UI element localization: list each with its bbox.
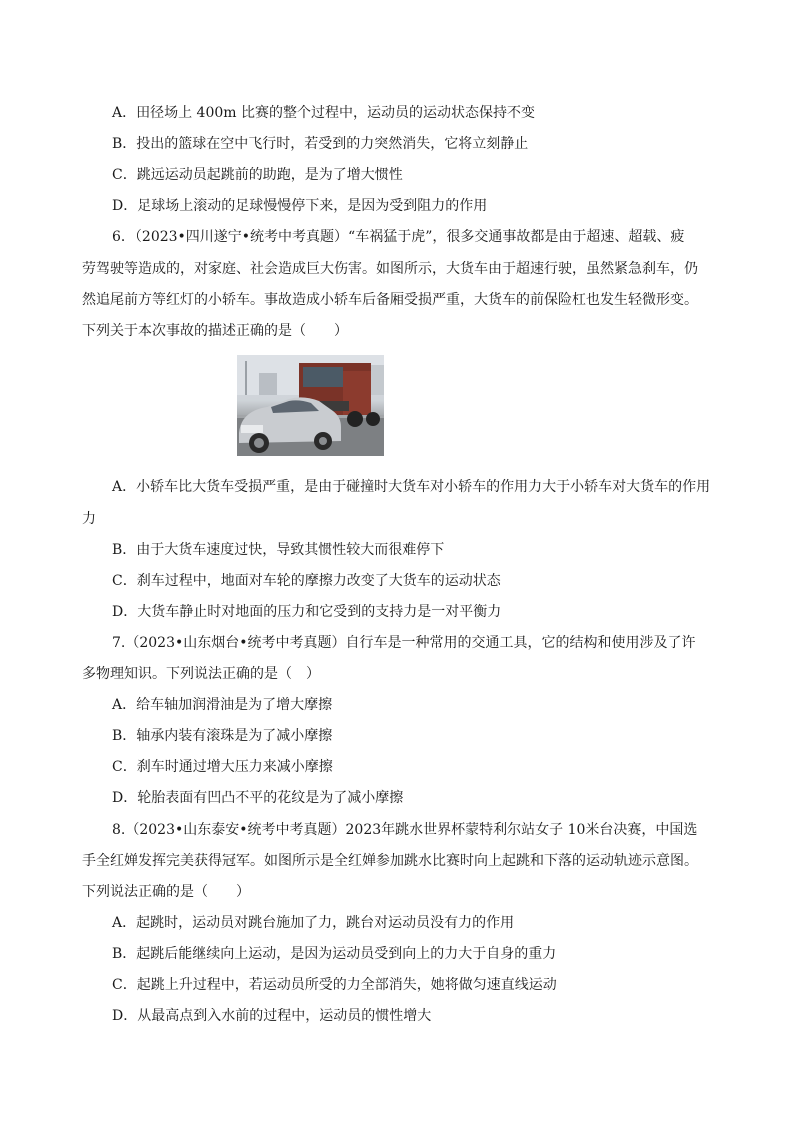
q8-stem-line-1: 8.（2023•山东泰安•统考中考真题）2023年跳水世界杯蒙特利尔站女子 10米台决赛，中国选 (112, 822, 698, 838)
q6-option-d: D．大货车静止时对地面的压力和它受到的支持力是一对平衡力 (112, 604, 502, 620)
q5-option-a: A．田径场上 400m 比赛的整个过程中，运动员的运动状态保持不变 (112, 105, 536, 121)
q6-stem-line-3: 然追尾前方等红灯的小轿车。事故造成小轿车后备厢受损严重，大货车的前保险杠也发生轻微形变。 (82, 292, 698, 308)
q8-option-d: D．从最高点到入水前的过程中，运动员的惯性增大 (112, 1008, 432, 1024)
q7-stem-line-2: 多物理知识。下列说法正确的是（ ） (82, 666, 320, 682)
q6-stem-line-2: 劳驾驶等造成的，对家庭、社会造成巨大伤害。如图所示，大货车由于超速行驶，虽然紧急刹车，仍 (82, 261, 698, 277)
q6-stem-line-1: 6．（2023•四川遂宁•统考中考真题）“车祸猛于虎”，很多交通事故都是由于超速、超载、疲 (112, 229, 685, 245)
q8-option-a: A．起跳时，运动员对跳台施加了力，跳台对运动员没有力的作用 (112, 915, 515, 931)
q7-option-c: C．刹车时通过增大压力来减小摩擦 (112, 759, 333, 775)
truck-car-accident-photo (237, 355, 384, 456)
q6-stem-line-4: 下列关于本次事故的描述正确的是（ ） (82, 323, 348, 339)
q6-option-b: B．由于大货车速度过快，导致其惯性较大而很难停下 (112, 542, 445, 558)
q7-option-b: B．轴承内装有滚珠是为了减小摩擦 (112, 728, 333, 744)
q8-stem-line-3: 下列说法正确的是（ ） (82, 884, 250, 900)
q6-option-c: C．刹车过程中，地面对车轮的摩擦力改变了大货车的运动状态 (112, 573, 501, 589)
q5-option-b: B．投出的篮球在空中飞行时，若受到的力突然消失，它将立刻静止 (112, 136, 529, 152)
q5-option-c: C．跳远运动员起跳前的助跑，是为了增大惯性 (112, 167, 403, 183)
q7-stem-line-1: 7.（2023•山东烟台•统考中考真题）自行车是一种常用的交通工具，它的结构和使用涉及了许 (112, 635, 696, 651)
q7-option-a: A．给车轴加润滑油是为了增大摩擦 (112, 697, 333, 713)
q8-option-b: B．起跳后能继续向上运动，是因为运动员受到向上的力大于自身的重力 (112, 946, 557, 962)
q5-option-d: D．足球场上滚动的足球慢慢停下来，是因为受到阻力的作用 (112, 198, 488, 214)
q8-stem-line-2: 手全红婵发挥完美获得冠军。如图所示是全红婵参加跳水比赛时向上起跳和下落的运动轨迹示意图。 (82, 853, 698, 869)
q6-option-a-cont: 力 (82, 511, 96, 527)
q7-option-d: D．轮胎表面有凹凸不平的花纹是为了减小摩擦 (112, 790, 404, 806)
q6-option-a: A．小轿车比大货车受损严重，是由于碰撞时大货车对小轿车的作用力大于小轿车对大货车的作用 (112, 479, 711, 495)
q8-option-c: C．起跳上升过程中，若运动员所受的力全部消失，她将做匀速直线运动 (112, 977, 557, 993)
